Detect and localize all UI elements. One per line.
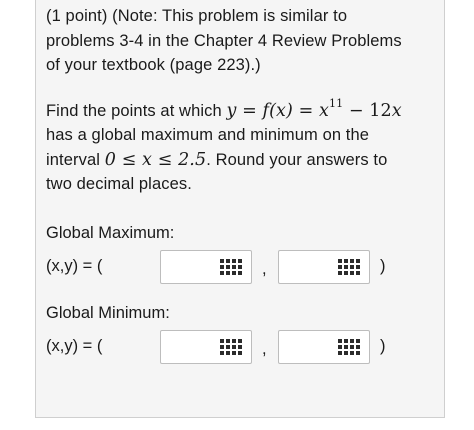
global-min-y-input[interactable] [279,331,331,363]
problem-prefix: Find the points at which [46,101,222,120]
global-max-x-box [160,250,252,284]
global-max-label: Global Maximum: [46,224,175,242]
global-max-comma: , [262,260,267,278]
problem-statement [46,94,441,197]
keypad-grid-icon[interactable] [215,257,247,277]
equation-arg: (x) = x [269,100,329,121]
intro-line-3: of your textbook (page 223).) [46,56,261,74]
equation-lhs: y = [226,100,263,121]
problem-line-4: two decimal places. [46,175,192,194]
global-min-label: Global Minimum: [46,304,170,322]
global-max-y-box [278,250,370,284]
intro-line-1: (1 point) (Note: This problem is similar to [46,7,348,25]
global-min-row [46,330,436,364]
keypad-grid-icon[interactable] [333,337,365,357]
global-max-xy-label: (x,y) = ( [46,257,103,275]
problem-intro [46,4,441,78]
function-equation [226,97,402,121]
keypad-grid-icon[interactable] [215,337,247,357]
problem-line-2: has a global maximum and minimum on the [46,126,370,145]
problem-line-1 [46,94,441,123]
interval-math: 0 ≤ x ≤ 2.5 [104,149,207,170]
equation-var: x [391,100,402,121]
interval-suffix: . Round your answers to [206,150,388,169]
global-min-close-paren: ) [380,337,386,355]
global-min-xy-label: (x,y) = ( [46,337,103,355]
equation-func: f [262,100,270,121]
global-max-y-input[interactable] [279,251,331,283]
keypad-grid-icon[interactable] [333,257,365,277]
problem-card [35,0,445,418]
global-max-x-input[interactable] [161,251,213,283]
global-min-x-box [160,330,252,364]
global-min-y-box [278,330,370,364]
global-min-x-input[interactable] [161,331,213,363]
equation-minus-term: − 12 [343,100,392,121]
problem-line-3 [46,148,441,173]
global-max-close-paren: ) [380,257,386,275]
intro-line-2: problems 3-4 in the Chapter 4 Review Problems [46,31,402,50]
global-max-row [46,250,436,284]
global-min-comma: , [262,340,267,358]
equation-exponent: 11 [328,97,344,110]
interval-word: interval [46,150,100,169]
